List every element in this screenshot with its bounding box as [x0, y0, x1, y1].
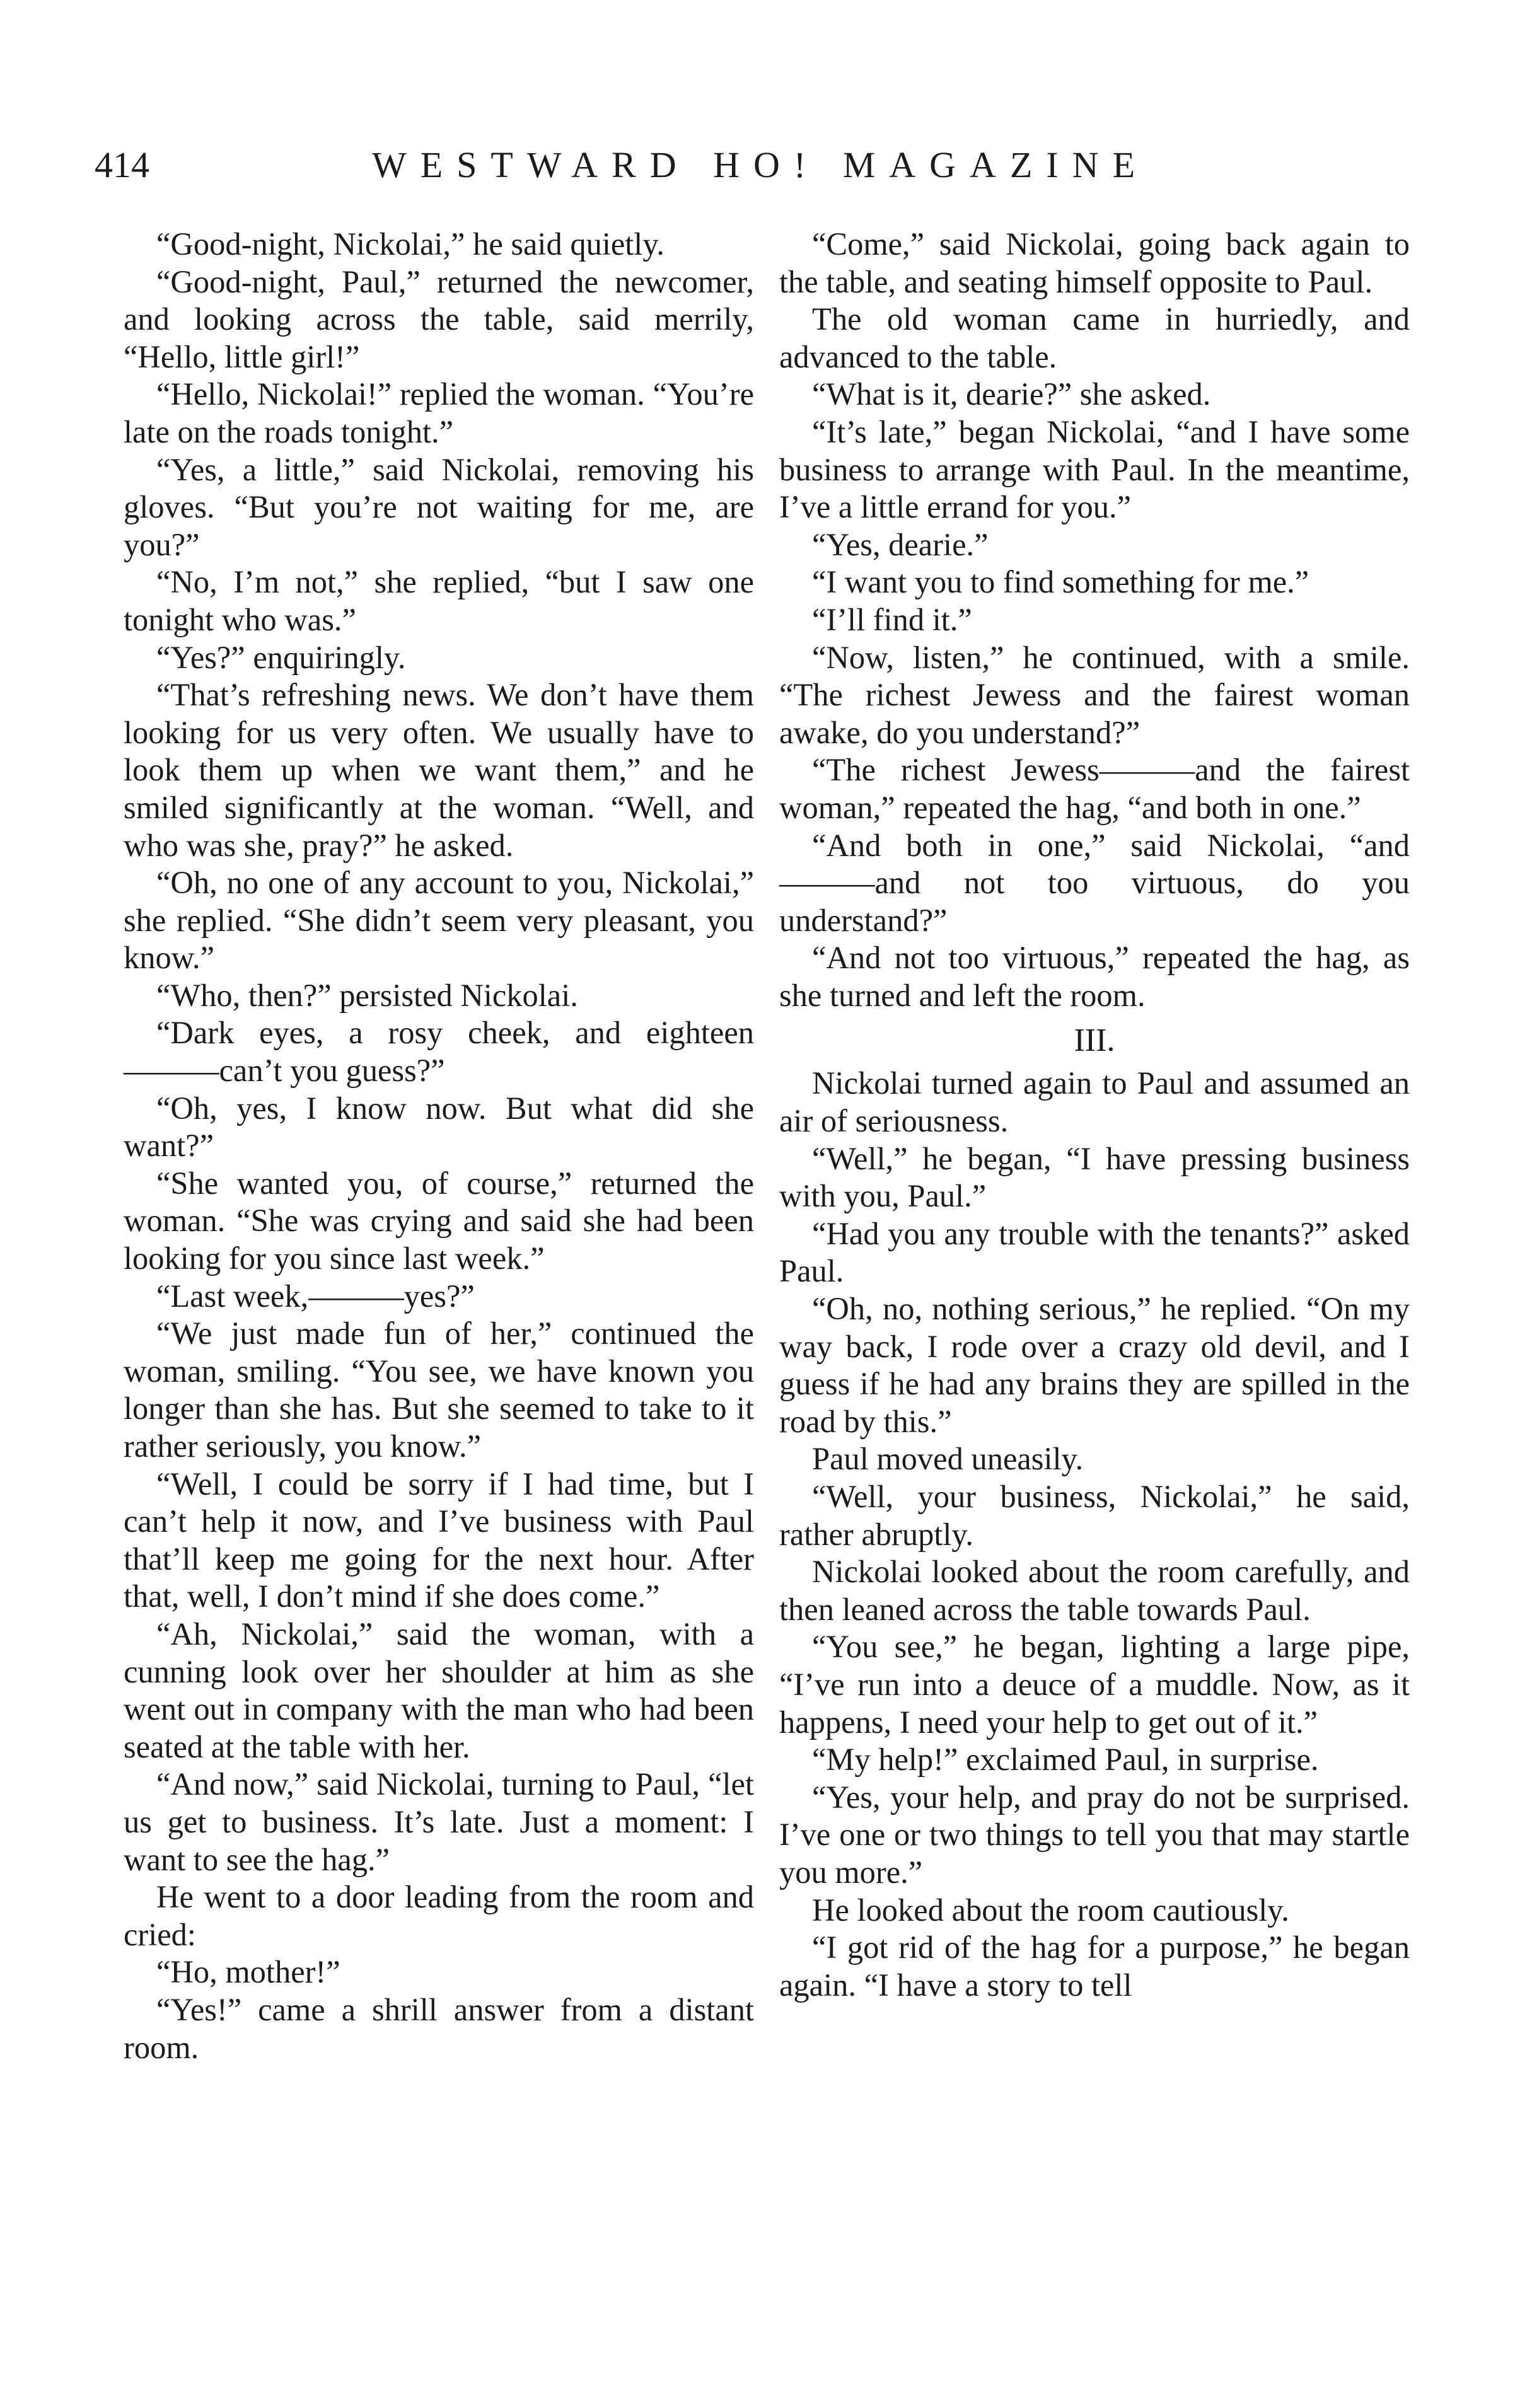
paragraph: “I want you to find something for me.” — [812, 564, 1309, 600]
paragraph: “Yes, a little,” said Nickolai, removing his gloves. “But you’re not waiting for me, are you?” — [124, 451, 754, 562]
paragraph: “Oh, yes, I know now. But what did she want?” — [124, 1090, 754, 1164]
paragraph: “And not too virtuous,” repeated the hag, as she turned and left the room. — [779, 940, 1410, 1013]
paragraph: “Well, your business, Nickolai,” he said, rather abruptly. — [779, 1479, 1410, 1552]
paragraph: “Yes!” came a shrill answer from a distant room. — [124, 1991, 754, 2065]
paragraph: “Good-night, Paul,” returned the newcomer, and looking across the table, said merrily, “Hello, little girl!” — [124, 263, 754, 374]
paragraph: “Yes?” enquiringly. — [156, 639, 406, 675]
page-number: 414 — [95, 144, 149, 185]
paragraph: “I’ll find it.” — [812, 601, 972, 637]
paragraph: “Now, listen,” he continued, with a smile. “The richest Jewess and the fairest woman awake, do you understand?” — [779, 639, 1410, 750]
paragraph: He looked about the room cautiously. — [812, 1892, 1289, 1928]
paragraph: “Dark eyes, a rosy cheek, and eighteen ———can’t you guess?” — [124, 1015, 754, 1089]
running-head: WESTWARD HO! MAGAZINE — [372, 144, 1149, 185]
paragraph: “My help!” exclaimed Paul, in surprise. — [812, 1742, 1319, 1778]
paragraph: “Yes, dearie.” — [812, 526, 989, 562]
paragraph: He went to a door leading from the room and cried: — [124, 1879, 754, 1952]
paragraph: “That’s refreshing news. We don’t have them looking for us very often. We usually have to look them up when we want them,” and he smiled significantly at the woman. “Well, and who was she, pray?” he asked. — [124, 677, 754, 863]
paragraph: “Had you any trouble with the tenants?” asked Paul. — [779, 1215, 1410, 1289]
paragraph: “And both in one,” said Nickolai, “and ———and not too virtuous, do you understand?” — [779, 827, 1410, 938]
paragraph: “Well,” he began, “I have pressing business with you, Paul.” — [779, 1140, 1410, 1214]
paragraph: “No, I’m not,” she replied, “but I saw one tonight who was.” — [124, 564, 754, 637]
paragraph: “I got rid of the hag for a purpose,” he began again. “I have a story to tell — [779, 1930, 1410, 2003]
section-heading: III. — [1074, 1022, 1115, 1059]
paragraph: Nickolai looked about the room carefully, and then leaned across the table towards Paul. — [779, 1554, 1410, 1627]
paragraph: Paul moved uneasily. — [812, 1441, 1084, 1477]
paragraph: “We just made fun of her,” continued the woman, smiling. “You see, we have known you longer than she has. But she seemed to take to it rather seriously, you know.” — [124, 1316, 754, 1464]
paragraph: “What is it, dearie?” she asked. — [812, 376, 1211, 412]
paragraph: “You see,” he began, lighting a large pipe, “I’ve run into a deuce of a muddle. Now, as it happens, I need your help to get out of it.” — [779, 1629, 1410, 1740]
paragraph: “Well, I could be sorry if I had time, but I can’t help it now, and I’ve business with Paul that’ll keep me going for the next hour. After that, well, I don’t mind if she does come.” — [124, 1466, 754, 1614]
page-header — [95, 140, 1444, 190]
paragraph: “Ah, Nickolai,” said the woman, with a cunning look over her shoulder at him as she went out in company with the man who had been seated at the table with her. — [124, 1616, 754, 1764]
paragraph: “Ho, mother!” — [156, 1954, 340, 1990]
paragraph: “Yes, your help, and pray do not be surprised. I’ve one or two things to tell you that may startle you more.” — [779, 1779, 1410, 1890]
left-column — [124, 226, 754, 2066]
paragraph: “She wanted you, of course,” returned the woman. “She was crying and said she had been looking for you since last week.” — [124, 1165, 754, 1276]
paragraph: “Oh, no one of any account to you, Nickolai,” she replied. “She didn’t seem very pleasant, you know.” — [124, 865, 754, 976]
paragraph: “And now,” said Nickolai, turning to Paul, “let us get to business. It’s late. Just a moment: I want to see the hag.” — [124, 1766, 754, 1877]
paragraph: Nickolai turned again to Paul and assumed an air of seriousness. — [779, 1065, 1410, 1139]
paragraph: “It’s late,” began Nickolai, “and I have some business to arrange with Paul. In the meantime, I’ve a little errand for you.” — [779, 414, 1410, 525]
paragraph: “Oh, no, nothing serious,” he replied. “On my way back, I rode over a crazy old devil, and I guess if he had any brains they are spilled in the road by this.” — [779, 1291, 1410, 1439]
paragraph: “The richest Jewess———and the fairest woman,” repeated the hag, “and both in one.” — [779, 752, 1410, 825]
right-column — [779, 226, 1410, 2004]
paragraph: “Who, then?” persisted Nickolai. — [156, 977, 578, 1013]
paragraph: “Good-night, Nickolai,” he said quietly. — [156, 226, 664, 262]
paragraph: The old woman came in hurriedly, and advanced to the table. — [779, 301, 1410, 374]
paragraph: “Last week,———yes?” — [156, 1278, 475, 1314]
paragraph: “Come,” said Nickolai, going back again to the table, and seating himself opposite to Paul. — [779, 226, 1410, 299]
paragraph: “Hello, Nickolai!” replied the woman. “You’re late on the roads tonight.” — [124, 376, 754, 449]
